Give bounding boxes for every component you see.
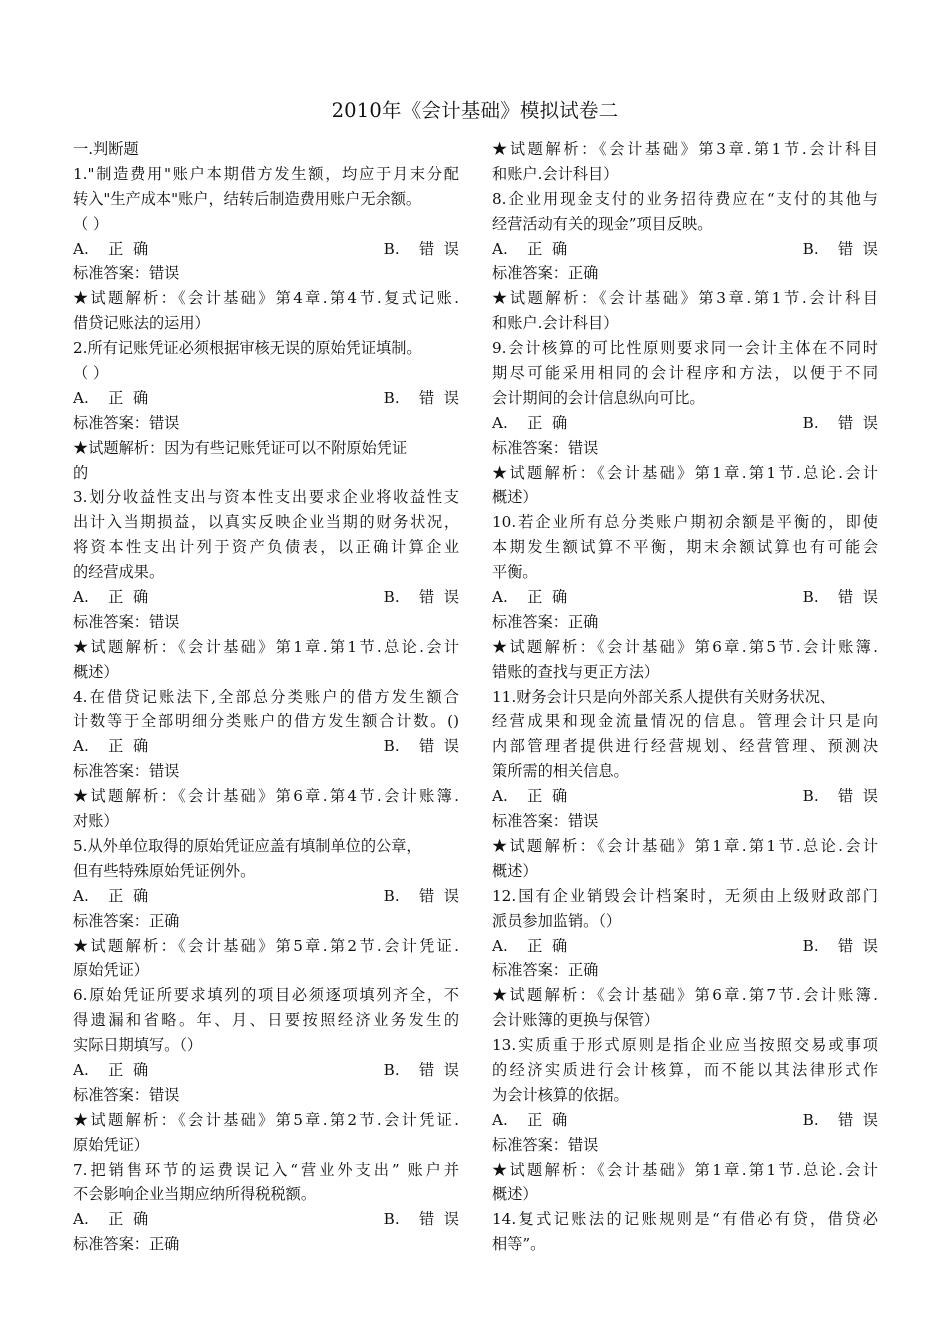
text-line: 经营成果和现金流量情况的信息。管理会计只是向 <box>492 712 878 731</box>
answer-options <box>73 734 459 759</box>
option-a: A. 正 确 <box>73 388 149 407</box>
text-line: 相等”。 <box>492 1235 546 1254</box>
option-a: A. 正 确 <box>73 1060 149 1079</box>
text-line: ★试题解析：因为有些记账凭证可以不附原始凭证 <box>73 438 408 457</box>
text-line: 标准答案：错误 <box>492 438 599 457</box>
text-line: ★试题解析：《会计基础》第3章.第1节.会计科目 <box>492 289 878 308</box>
text-line: 会计账簿的更换与保管） <box>492 1011 660 1030</box>
option-b: B. 错 误 <box>802 239 878 258</box>
text-line: 标准答案：正确 <box>492 264 599 283</box>
option-a: A. 正 确 <box>73 1210 149 1229</box>
text-line: 借贷记账法的运用） <box>73 314 210 333</box>
text-line: ★试题解析：《会计基础》第1章.第1节.总论.会计 <box>492 836 878 855</box>
answer-options <box>492 934 878 959</box>
answer-options <box>73 884 459 909</box>
text-line: 的 <box>73 463 89 482</box>
text-line: （ ） <box>73 214 109 233</box>
text-line: 标准答案：错误 <box>492 812 599 831</box>
option-a: A. 正 确 <box>492 239 568 258</box>
text-line: 7.把销售环节的运费误记入“营业外支出” 账户并 <box>73 1160 459 1179</box>
text-line: 经营活动有关的现金”项目反映。 <box>492 214 713 233</box>
page-title: 2010年《会计基础》模拟试卷二 <box>331 99 619 122</box>
answer-options <box>73 585 459 610</box>
option-b: B. 错 误 <box>383 1060 459 1079</box>
text-line: ★试题解析：《会计基础》第1章.第1节.总论.会计 <box>73 637 459 656</box>
text-line: 标准答案：正确 <box>492 961 599 980</box>
text-line: ★试题解析：《会计基础》第6章.第4节.会计账簿. <box>73 787 459 806</box>
text-line: 标准答案：错误 <box>73 612 180 631</box>
text-line: 标准答案：错误 <box>73 413 180 432</box>
text-line: 2.所有记账凭证必须根据审核无误的原始凭证填制。 <box>73 339 422 358</box>
text-line: 会计期间的会计信息纵向可比。 <box>492 388 705 407</box>
text-line: 内部管理者提供进行经营规划、经营管理、预测决 <box>492 737 878 756</box>
option-b: B. 错 误 <box>383 737 459 756</box>
answer-options <box>73 1058 459 1083</box>
option-b: B. 错 误 <box>383 886 459 905</box>
option-b: B. 错 误 <box>802 936 878 955</box>
option-b: B. 错 误 <box>383 1210 459 1229</box>
text-line: 概述） <box>73 662 119 681</box>
text-line: 13.实质重于形式原则是指企业应当按照交易或事项 <box>492 1036 878 1055</box>
text-line: （ ） <box>73 364 109 383</box>
text-line: ★试题解析：《会计基础》第3章.第1节.会计科目 <box>492 140 878 158</box>
option-a: A. 正 确 <box>492 1110 568 1129</box>
text-line: 和账户.会计科目） <box>492 314 619 333</box>
text-line: 期尽可能采用相同的会计程序和方法，以便于不同 <box>492 364 878 383</box>
text-line: 标准答案：错误 <box>73 1085 180 1104</box>
text-line: 的经营成果。 <box>73 563 165 582</box>
option-a: A. 正 确 <box>492 787 568 806</box>
text-line: 标准答案：正确 <box>492 612 599 631</box>
option-a: A. 正 确 <box>492 413 568 432</box>
text-line: 11.财务会计只是向外部关系人提供有关财务状况、 <box>492 687 836 706</box>
text-line: 原始凭证） <box>73 961 149 980</box>
option-b: B. 错 误 <box>802 413 878 432</box>
text-line: 标准答案：错误 <box>492 1135 599 1154</box>
answer-options <box>73 237 459 262</box>
text-line: ★试题解析：《会计基础》第5章.第2节.会计凭证. <box>73 1110 459 1129</box>
option-b: B. 错 误 <box>802 588 878 607</box>
answer-options <box>73 386 459 411</box>
answer-options <box>73 1207 459 1232</box>
answer-options <box>492 784 878 809</box>
text-line: 对账） <box>73 812 119 831</box>
text-line: 不会影响企业当期应纳所得税税额。 <box>73 1185 316 1204</box>
text-line: 标准答案：错误 <box>73 762 180 781</box>
text-line: 计数等于全部明细分类账户的借方发生额合计数。() <box>73 712 459 731</box>
text-line: ★试题解析：《会计基础》第6章.第7节.会计账簿. <box>492 986 878 1005</box>
text-line: 14.复式记账法的记账规则是“有借必有贷，借贷必 <box>492 1210 878 1229</box>
option-a: A. 正 确 <box>73 886 149 905</box>
text-line: 标准答案：错误 <box>73 264 180 283</box>
text-line: 实际日期填写。（） <box>73 1036 203 1055</box>
text-line: 和账户.会计科目） <box>492 164 619 183</box>
text-line: 出计入当期损益，以真实反映企业当期的财务状况， <box>73 513 459 532</box>
option-a: A. 正 确 <box>73 588 149 607</box>
text-line: ★试题解析：《会计基础》第1章.第1节.总论.会计 <box>492 463 878 482</box>
text-line: 平衡。 <box>492 563 538 582</box>
text-line: 标准答案：正确 <box>73 911 180 930</box>
text-line: 5.从外单位取得的原始凭证应盖有填制单位的公章， <box>73 836 422 855</box>
text-line: 策所需的相关信息。 <box>492 762 629 781</box>
text-line: 9.会计核算的可比性原则要求同一会计主体在不同时 <box>492 339 878 358</box>
left-column <box>73 137 459 1257</box>
text-line: ★试题解析：《会计基础》第5章.第2节.会计凭证. <box>73 936 459 955</box>
text-line: 4.在借贷记账法下,全部总分类账户的借方发生额合 <box>73 687 459 706</box>
option-b: B. 错 误 <box>383 588 459 607</box>
text-line: 的经济实质进行会计核算，而不能以其法律形式作 <box>492 1060 878 1079</box>
text-line: 一.判断题 <box>73 140 139 158</box>
text-line: 为会计核算的依据。 <box>492 1085 629 1104</box>
option-b: B. 错 误 <box>802 1110 878 1129</box>
text-line: 6.原始凭证所要求填列的项目必须逐项填列齐全，不 <box>73 986 459 1005</box>
text-line: 将资本性支出计列于资产负债表，以正确计算企业 <box>73 538 459 557</box>
text-line: 得遗漏和省略。年、月、日要按照经济业务发生的 <box>73 1011 459 1030</box>
text-line: 1."制造费用"账户本期借方发生额，均应于月末分配 <box>73 164 459 183</box>
text-line: 派员参加监销。（） <box>492 911 622 930</box>
answer-options <box>492 411 878 436</box>
text-line: 但有些特殊原始凭证例外。 <box>73 861 256 880</box>
text-line: 本期发生额试算不平衡，期末余额试算也有可能会 <box>492 538 878 557</box>
option-b: B. 错 误 <box>383 388 459 407</box>
text-line: 概述） <box>492 861 538 880</box>
text-line: 标准答案：正确 <box>73 1235 180 1254</box>
text-line: 概述） <box>492 1185 538 1204</box>
option-a: A. 正 确 <box>492 588 568 607</box>
text-line: ★试题解析：《会计基础》第6章.第5节.会计账簿. <box>492 637 878 656</box>
option-a: A. 正 确 <box>492 936 568 955</box>
answer-options <box>492 237 878 262</box>
text-line: 概述） <box>492 488 538 507</box>
option-a: A. 正 确 <box>73 239 149 258</box>
text-line: 3.划分收益性支出与资本性支出要求企业将收益性支 <box>73 488 459 507</box>
option-b: B. 错 误 <box>802 787 878 806</box>
right-column <box>492 137 878 1257</box>
text-line: 8.企业用现金支付的业务招待费应在“支付的其他与 <box>492 189 878 208</box>
text-line: 12.国有企业销毁会计档案时，无须由上级财政部门 <box>492 886 878 905</box>
answer-options <box>492 1108 878 1133</box>
text-line: ★试题解析：《会计基础》第4章.第4节.复式记账. <box>73 289 459 308</box>
option-a: A. 正 确 <box>73 737 149 756</box>
text-line: 原始凭证） <box>73 1135 149 1154</box>
text-line: 转入"生产成本"账户，结转后制造费用账户无余额。 <box>73 189 422 208</box>
text-line: 错账的查找与更正方法） <box>492 662 660 681</box>
text-line: ★试题解析：《会计基础》第1章.第1节.总论.会计 <box>492 1160 878 1179</box>
option-b: B. 错 误 <box>383 239 459 258</box>
text-line: 10.若企业所有总分类账户期初余额是平衡的，即使 <box>492 513 878 532</box>
answer-options <box>492 585 878 610</box>
